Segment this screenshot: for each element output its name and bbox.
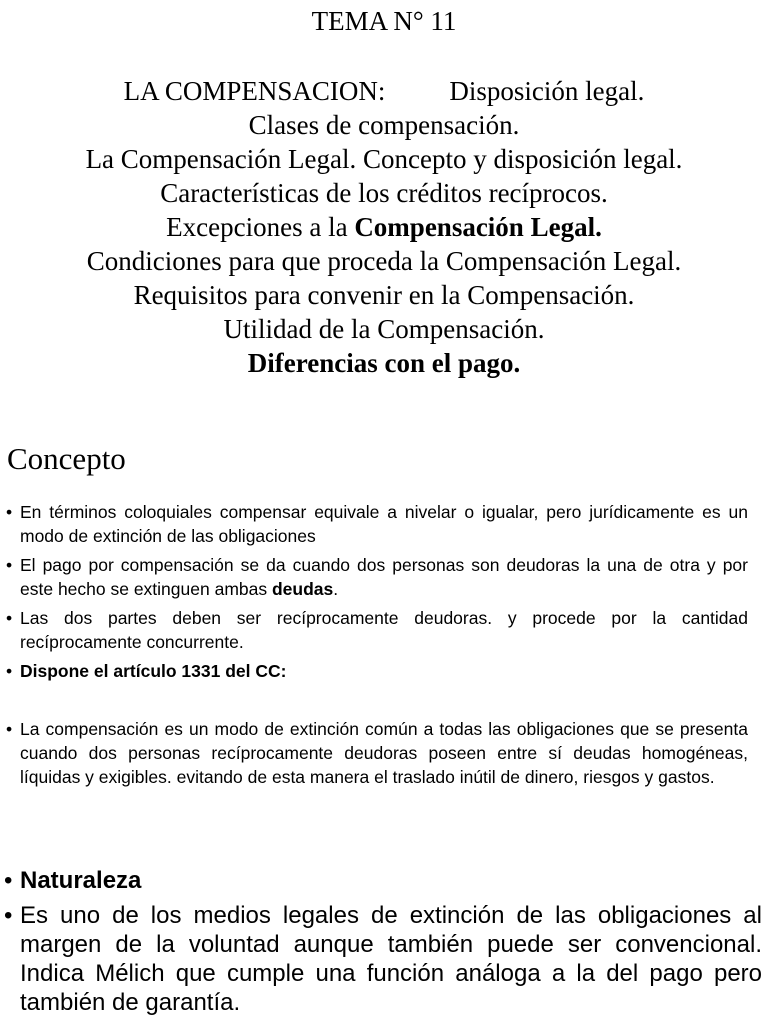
naturaleza-list	[4, 866, 762, 1023]
bullet-icon: •	[4, 867, 13, 894]
bullet-icon: •	[6, 555, 13, 575]
heading-line-1-right: Disposición legal.	[449, 76, 645, 106]
concepto-item-1-text: En términos coloquiales compensar equivale a nivelar o igualar, pero jurídicamente es un modo de extinción de las obligaciones	[20, 502, 748, 546]
heading-line-9	[0, 346, 768, 380]
heading-line-2: Clases de compensación.	[248, 110, 520, 140]
naturaleza-heading: Naturaleza	[20, 867, 142, 894]
concepto-item-1	[6, 500, 748, 548]
naturaleza-heading-item	[4, 866, 762, 895]
title-block	[0, 4, 768, 380]
heading-line-7: Requisitos para convenir en la Compensación.	[133, 280, 635, 310]
heading-line-1	[0, 74, 768, 108]
heading-line-9-bold: Diferencias con el pago.	[247, 348, 521, 378]
concepto-item-5	[6, 717, 748, 789]
bullet-icon: •	[6, 719, 13, 739]
bullet-icon: •	[4, 902, 13, 929]
heading-line-6: Condiciones para que proceda la Compensación Legal.	[86, 246, 682, 276]
concepto-item-4-bold: Dispone el artículo 1331 del CC:	[20, 661, 287, 681]
concepto-item-3	[6, 606, 748, 654]
bullet-icon: •	[6, 608, 13, 628]
bullet-icon: •	[6, 661, 13, 681]
heading-line-5-bold: Compensación Legal.	[354, 212, 602, 242]
concepto-list	[6, 500, 748, 794]
heading-line-3: La Compensación Legal. Concepto y disposición legal.	[85, 144, 683, 174]
heading-line-5-normal: Excepciones a la	[166, 212, 355, 242]
tema-title: TEMA N° 11	[311, 6, 457, 36]
concepto-item-3-text: Las dos partes deben ser recíprocamente deudoras. y procede por la cantidad recíprocamente concurrente.	[20, 608, 748, 652]
heading-line-1-left: LA COMPENSACION:	[123, 76, 386, 106]
heading-line-5	[0, 210, 768, 244]
concepto-item-2-bold: deudas	[271, 579, 334, 599]
concepto-item-2-after: .	[333, 579, 339, 599]
naturaleza-text-item	[4, 901, 762, 1017]
bullet-icon: •	[6, 502, 13, 522]
heading-line-4: Características de los créditos recíprocos.	[160, 178, 608, 208]
heading-line-8: Utilidad de la Compensación.	[223, 314, 545, 344]
concepto-item-5-text: La compensación es un modo de extinción común a todas las obligaciones que se presenta cuando dos personas recíprocamente deudoras poseen entre sí deudas homogéneas, líquidas y exigibles. evitando de esta manera el traslado inútil de dinero, riesgos y gastos.	[20, 719, 748, 787]
concepto-item-2-text: El pago por compensación se da cuando dos personas son deudoras la una de otra y por este hecho se extinguen ambas	[20, 555, 748, 599]
concepto-item-2	[6, 553, 748, 601]
naturaleza-text: Es uno de los medios legales de extinción de las obligaciones al margen de la voluntad aunque también puede ser convencional. Indica Mélich que cumple una función análoga a la del pago pero también de garantía.	[20, 902, 762, 1016]
concepto-item-4	[6, 659, 748, 683]
concepto-heading: Concepto	[7, 441, 126, 476]
